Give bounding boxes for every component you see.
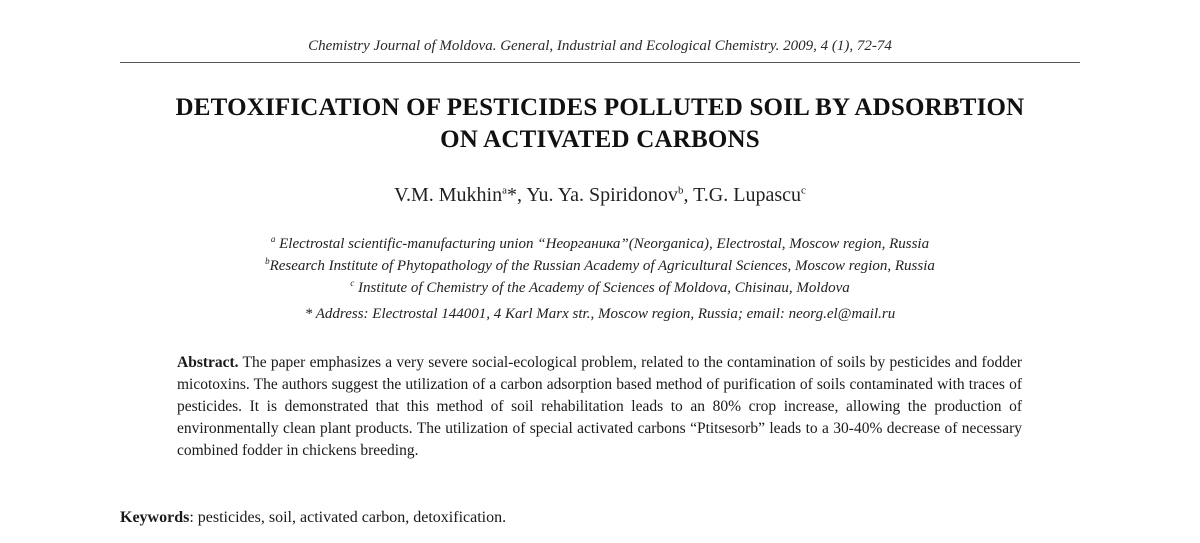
- keywords-text: : pesticides, soil, activated carbon, detoxification.: [189, 509, 507, 526]
- author-affil-mark: a: [502, 184, 507, 197]
- author-name: T.G. Lupascu: [693, 184, 802, 206]
- keywords: [120, 509, 506, 527]
- abstract-label: Abstract.: [177, 354, 239, 371]
- affil-text: Institute of Chemistry of the Academy of Sciences of Moldova, Chisinau, Moldova: [354, 280, 850, 296]
- affiliation-b: [0, 258, 1200, 275]
- author-affil-mark: c: [801, 184, 806, 197]
- header-rule: [120, 62, 1080, 63]
- affil-mark: a: [270, 234, 276, 244]
- title-line-1: DETOXIFICATION OF PESTICIDES POLLUTED SOIL BY ADSORBTION: [175, 94, 1025, 121]
- affil-mark: b: [265, 256, 270, 266]
- affil-text: Research Institute of Phytopathology of the Russian Academy of Agricultural Sciences, Moscow region, Russia: [269, 258, 935, 274]
- author-separator: ,: [516, 184, 527, 206]
- journal-header: Chemistry Journal of Moldova. General, Industrial and Ecological Chemistry. 2009, 4 (1), 72-74: [308, 38, 892, 54]
- paper-title: [100, 92, 1100, 156]
- title-line-2: ON ACTIVATED CARBONS: [440, 126, 760, 153]
- author-list: [0, 184, 1200, 207]
- affil-text: Electrostal scientific-manufacturing union “Неорганика”(Neorganica), Electrostal, Moscow region, Russia: [275, 236, 930, 252]
- abstract-text: The paper emphasizes a very severe social-ecological problem, related to the contamination of soils by pesticides and fodder micotoxins. The authors suggest the utilization of a carbon adsorption based method of purification of soils contaminated with traces of pesticides. It is demonstrated that this method of soil rehabilitation leads to an 80% crop increase, allowing the production of environmentally clean plant products. The utilization of special activated carbons “Ptitsesorb” leads to a 30-40% decrease of necessary combined fodder in chickens breeding.: [177, 354, 1022, 459]
- affil-mark: c: [350, 278, 355, 288]
- corresponding-star: *: [506, 184, 517, 206]
- author-affil-mark: b: [677, 184, 684, 197]
- affiliation-c: [0, 280, 1200, 297]
- author-name: V.M. Mukhin: [394, 184, 503, 206]
- author-separator: ,: [683, 184, 694, 206]
- abstract: [177, 352, 1022, 462]
- corresponding-address: * Address: Electrostal 144001, 4 Karl Marx str., Moscow region, Russia; email: neorg.el@mail.ru: [304, 306, 896, 322]
- keywords-label: Keywords: [120, 509, 190, 526]
- affiliation-a: [0, 236, 1200, 253]
- author-name: Yu. Ya. Spiridonov: [526, 184, 678, 206]
